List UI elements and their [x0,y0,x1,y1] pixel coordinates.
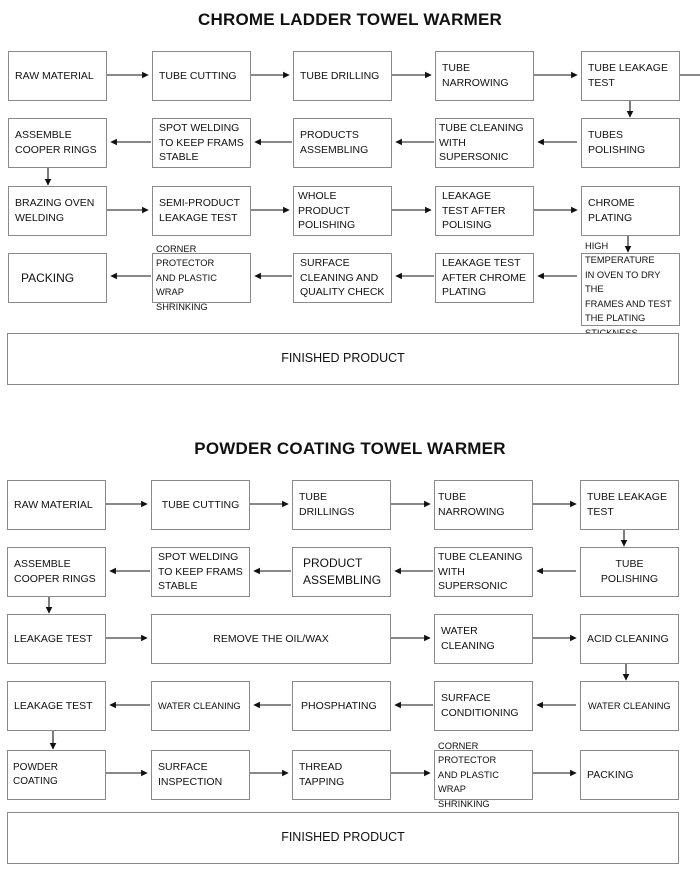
chrome-step-tubes-polishing: TUBES POLISHING [581,118,680,168]
chrome-step-leakage-test-after-polising: LEAKAGE TEST AFTER POLISING [435,186,534,236]
chrome-step-leakage-test-after-chrome-plating: LEAKAGE TEST AFTER CHROME PLATING [435,253,534,303]
powder-step-water-cleaning-1: WATER CLEANING [434,614,533,664]
powder-step-leakage-test-1: LEAKAGE TEST [7,614,106,664]
chrome-step-tube-drilling: TUBE DRILLING [293,51,392,101]
powder-step-surface-conditioning: SURFACE CONDITIONING [434,681,533,731]
chrome-step-high-temperature-oven: HIGH TEMPERATURE IN OVEN TO DRY THE FRAMES AND TEST THE PLATING [581,253,680,326]
powder-step-remove-oil-wax: REMOVE THE OIL/WAX [151,614,391,664]
powder-step-phosphating: PHOSPHATING [292,681,391,731]
powder-step-thread-tapping: THREAD TAPPING [292,750,391,800]
powder-step-tube-polishing: TUBE POLISHING [580,547,679,597]
powder-step-water-cleaning-2: WATER CLEANING [151,681,250,731]
powder-step-tube-narrowing: TUBE NARROWING [434,480,533,530]
powder-step-water-cleaning-3: WATER CLEANING [580,681,679,731]
chrome-step-spot-welding: SPOT WELDING TO KEEP FRAMS STABLE [152,118,251,168]
powder-step-tube-cutting: TUBE CUTTING [151,480,250,530]
chrome-step-corner-protector: CORNER PROTECTOR AND PLASTIC WRAP SHRINKING [152,253,251,303]
powder-section-title: POWDER COATING TOWEL WARMER [194,439,506,458]
powder-step-leakage-test-2: LEAKAGE TEST [7,681,106,731]
chrome-section-title: CHROME LADDER TOWEL WARMER [198,10,502,29]
powder-step-assemble-cooper-rings: ASSEMBLE COOPER RINGS [7,547,106,597]
chrome-step-packing: PACKING [8,253,107,303]
powder-step-spot-welding: SPOT WELDING TO KEEP FRAMS STABLE [151,547,250,597]
powder-step-tube-drillings: TUBE DRILLINGS [292,480,391,530]
chrome-step-tube-cutting: TUBE CUTTING [152,51,251,101]
powder-step-surface-inspection: SURFACE INSPECTION [151,750,250,800]
chrome-step-semi-product-leakage-test: SEMI-PRODUCT LEAKAGE TEST [152,186,251,236]
powder-step-powder-coating: POWDER COATING [7,750,106,800]
powder-step-tube-leakage-test: TUBE LEAKAGE TEST [580,480,679,530]
powder-step-product-assembling: PRODUCT ASSEMBLING [292,547,391,597]
chrome-finished-product: FINISHED PRODUCT [7,333,679,385]
chrome-step-brazing-oven-welding: BRAZING OVEN WELDING [8,186,107,236]
chrome-step-assemble-cooper-rings: ASSEMBLE COOPER RINGS [8,118,107,168]
chrome-step-tube-narrowing: TUBE NARROWING [435,51,534,101]
chrome-step-tube-cleaning-supersonic: TUBE CLEANING WITH SUPERSONIC [435,118,534,168]
chrome-step-products-assembling: PRODUCTS ASSEMBLING [293,118,392,168]
chrome-step-chrome-plating: CHROME PLATING [581,186,680,236]
powder-step-packing: PACKING [580,750,679,800]
powder-step-raw-material: RAW MATERIAL [7,480,106,530]
chrome-step-surface-cleaning-quality-check: SURFACE CLEANING AND QUALITY CHECK [293,253,392,303]
powder-step-tube-cleaning-supersonic: TUBE CLEANING WITH SUPERSONIC [434,547,533,597]
chrome-step-tube-leakage-test: TUBE LEAKAGE TEST [581,51,680,101]
powder-step-corner-protector: CORNER PROTECTOR AND PLASTIC WRAP SHRINKING [434,750,533,800]
powder-finished-product: FINISHED PRODUCT [7,812,679,864]
powder-step-acid-cleaning: ACID CLEANING [580,614,679,664]
chrome-step-raw-material: RAW MATERIAL [8,51,107,101]
chrome-step-whole-product-polishing: WHOLE PRODUCT POLISHING [293,186,392,236]
